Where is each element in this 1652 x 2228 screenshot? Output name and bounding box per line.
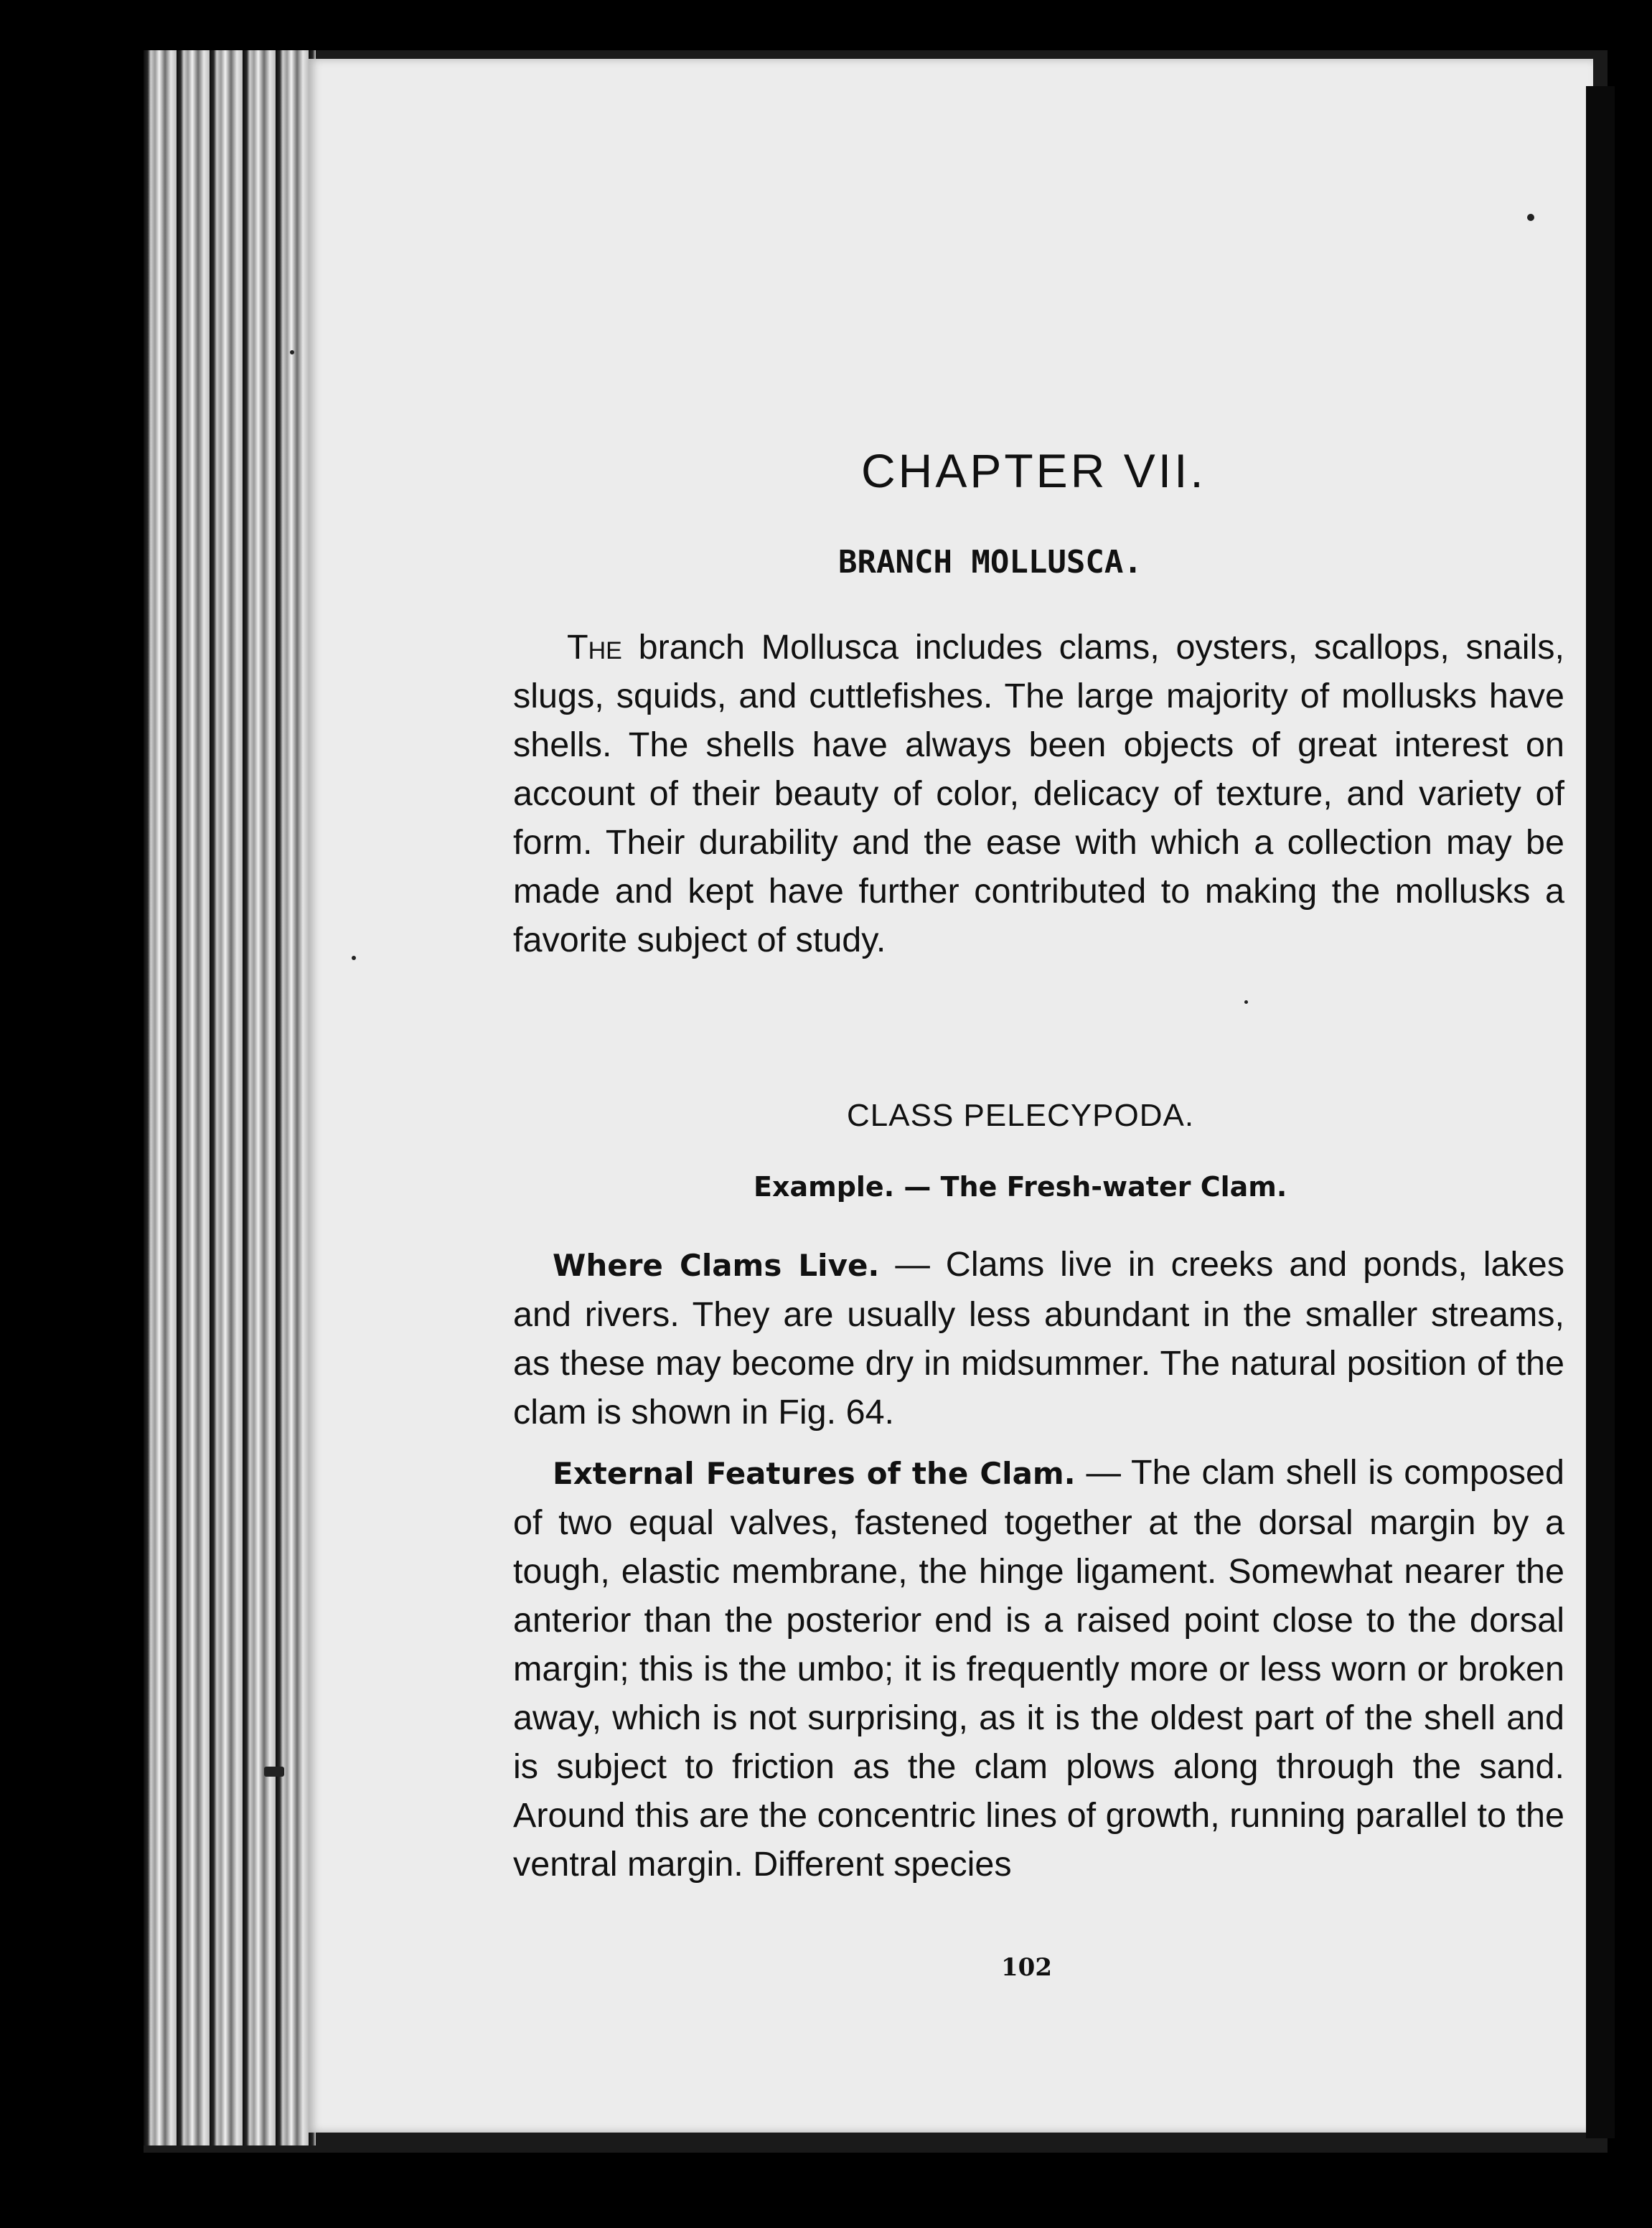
dust-speck (1244, 1000, 1248, 1004)
class-title: CLASS PELECYPODA. (847, 1098, 1195, 1133)
page-edges (144, 50, 316, 2145)
chapter-title: CHAPTER VII. (861, 444, 1206, 497)
intro-lead-word: The (567, 628, 622, 667)
dust-speck (264, 1767, 284, 1777)
dust-speck (290, 350, 294, 354)
page-number: 102 (1001, 1953, 1052, 1982)
paragraph-external-features (513, 1448, 1564, 1889)
example-heading: Example. — The Fresh-water Clam. (754, 1171, 1287, 1203)
branch-title: BRANCH MOLLUSCA. (838, 544, 1142, 580)
paragraph-text: — Clams live in creeks and ponds, lakes and rivers. They are usually less abundant in the smaller streams, as these may become dry in midsummer. The natural position of the clam is shown in Fig. 64. (513, 1245, 1564, 1432)
dust-speck (352, 956, 356, 960)
paragraph-heading: External Features of the Clam. (553, 1456, 1076, 1491)
intro-paragraph (513, 623, 1564, 964)
dust-speck (1527, 214, 1534, 221)
intro-text: branch Mollusca includes clams, oysters, scallops, snails, slugs, squids, and cuttlefishes. The large majority of mollusks have shells. The shells have always been objects of great interest on account of their beauty of color, delicacy of texture, and variety of form. Their durability and the ease with which a collection may be made and kept have further contributed to making the mollusks a favorite subject of study. (513, 628, 1564, 959)
right-page-shadow (1586, 86, 1615, 2138)
paragraph-where-clams-live (513, 1240, 1564, 1437)
paragraph-heading: Where Clams Live. (553, 1248, 880, 1283)
paragraph-text: — The clam shell is composed of two equal valves, fastened together at the dorsal margin by a tough, elastic membrane, the hinge ligament. Somewhat nearer the anterior than the posterior end is a raised point close to the dorsal margin; this is the umbo; it is frequently more or less worn or broken away, which is not surprising, as it is the oldest part of the shell and is subject to friction as the clam plows along through the sand. Around this are the concentric lines of growth, running parallel to the ventral margin. Different species (513, 1453, 1564, 1884)
